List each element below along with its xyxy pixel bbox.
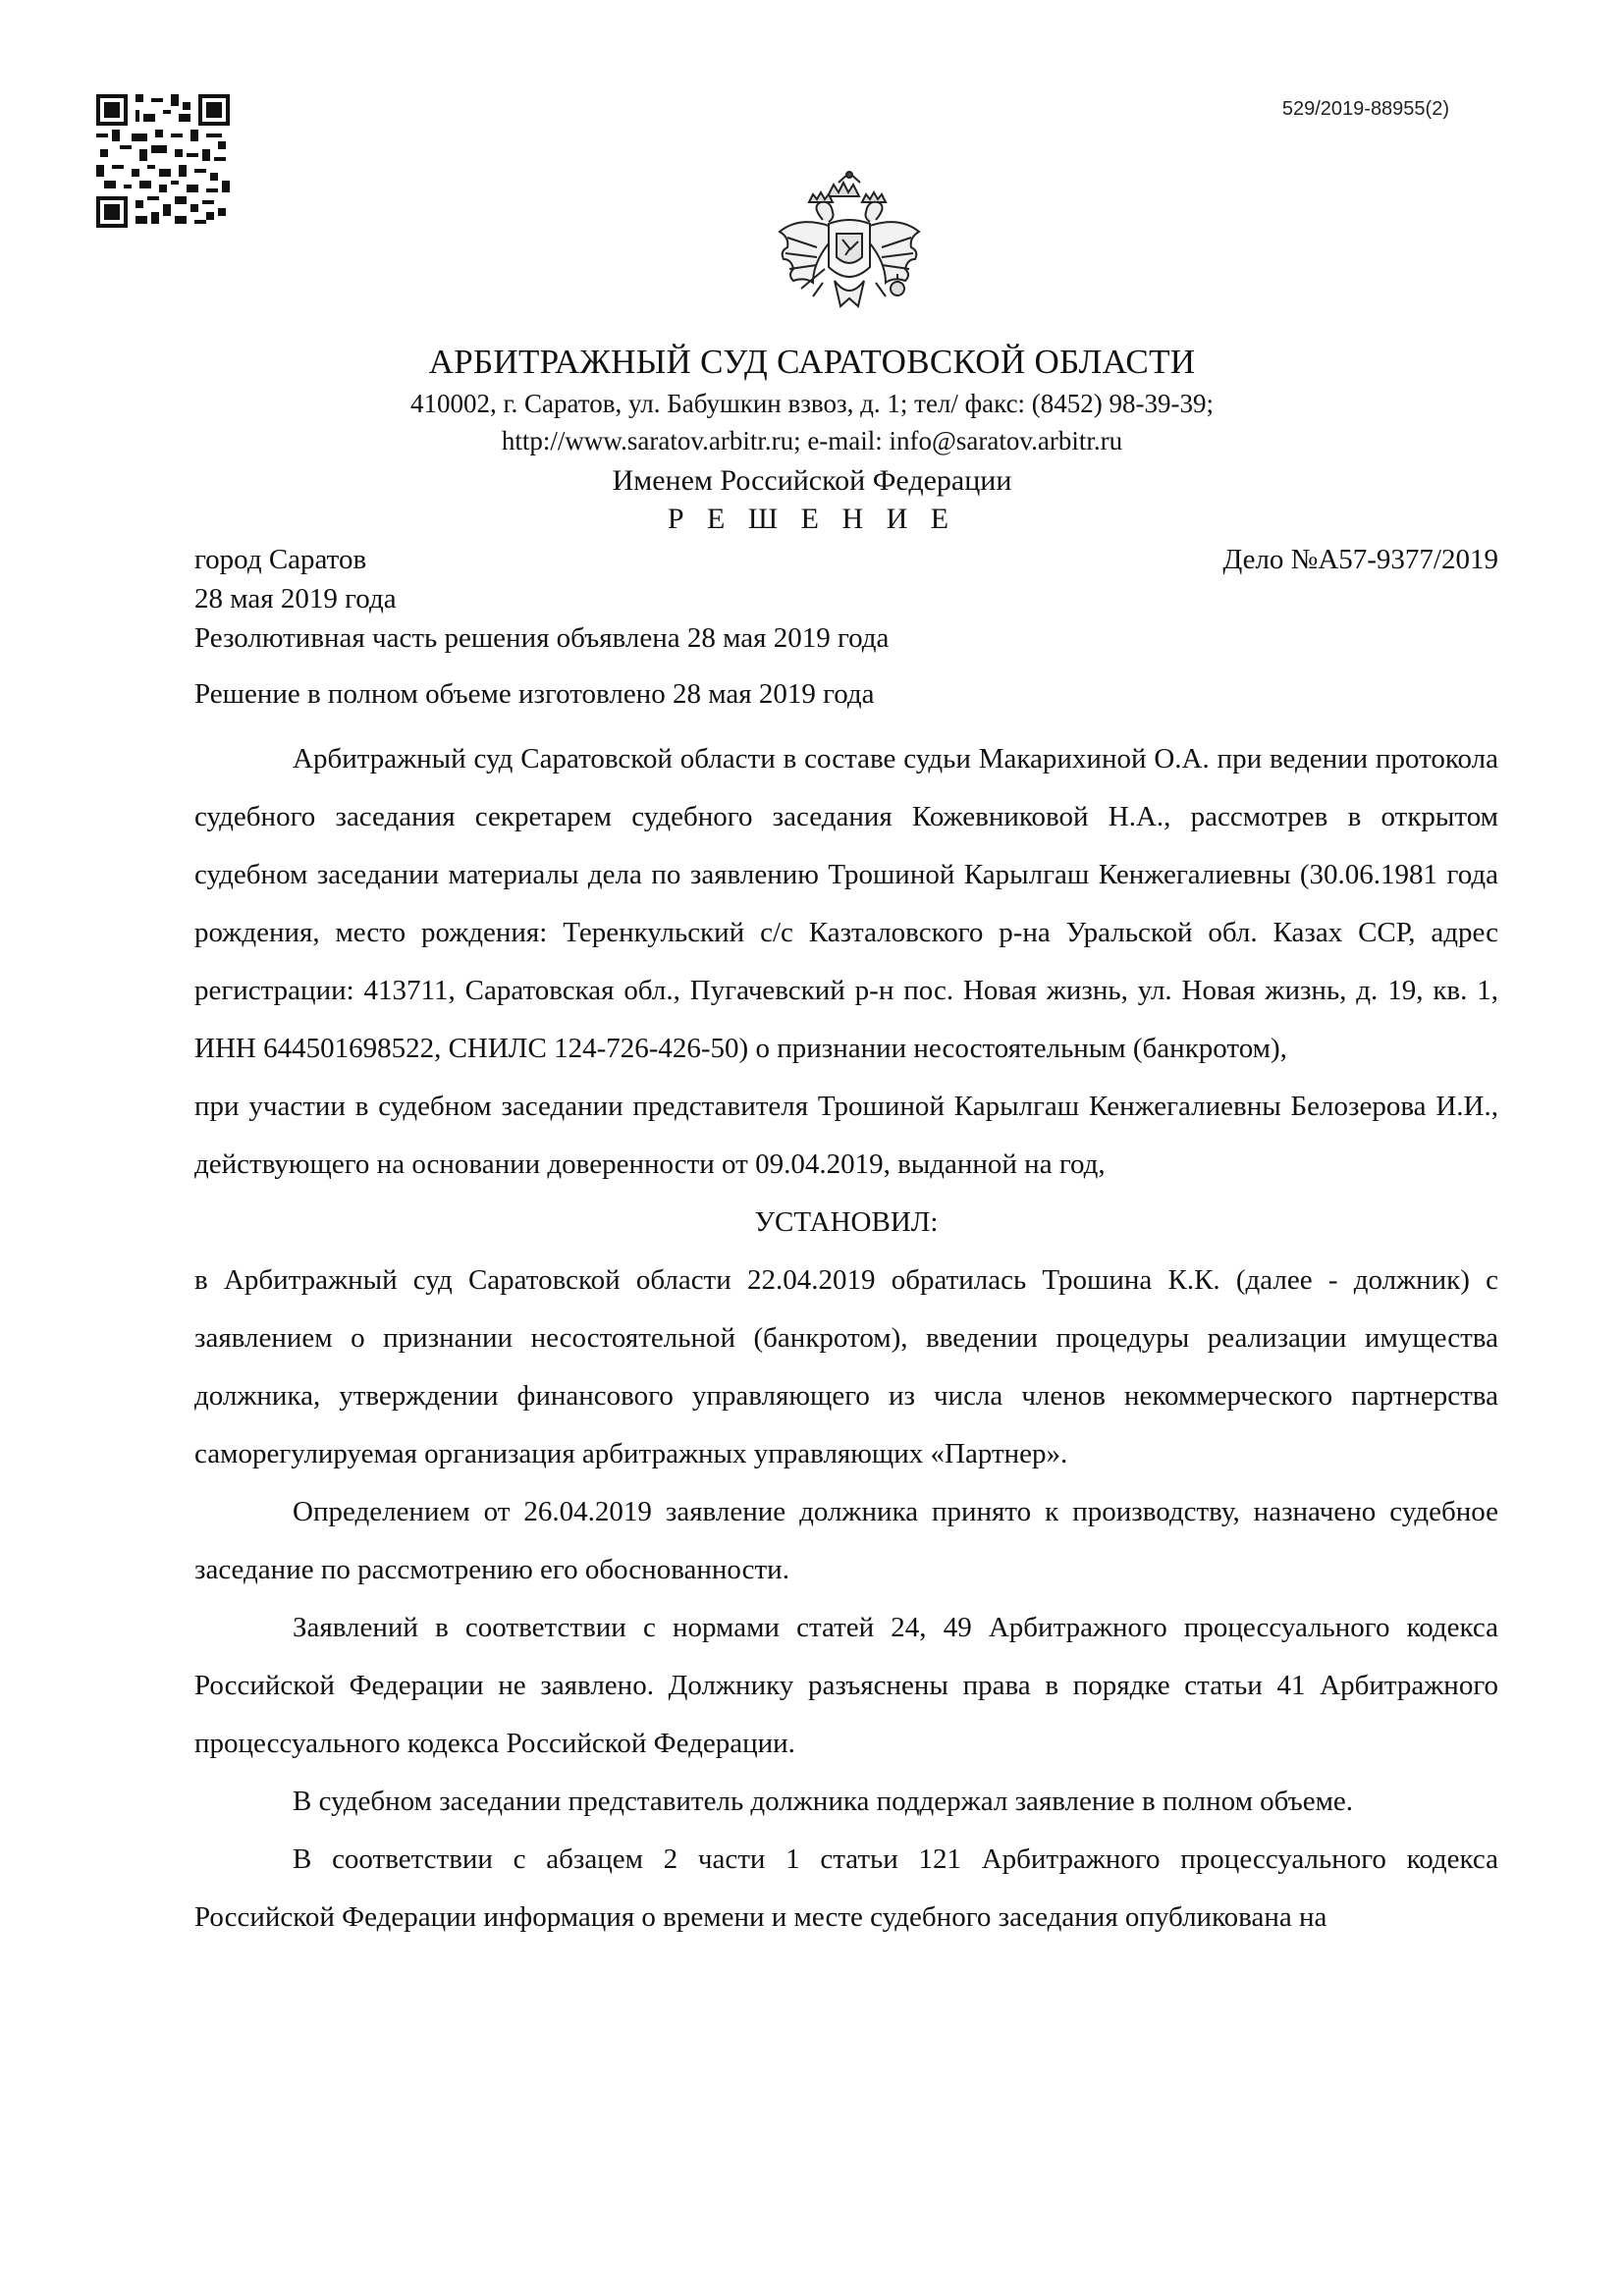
court-web-email: http://www.saratov.arbitr.ru; e-mail: info@saratov.arbitr.ru — [501, 426, 1123, 455]
city: город Саратов — [194, 544, 367, 575]
paragraph-publication: В соответствии с абзацем 2 части 1 статьи 121 Арбитражного процессуального кодекса Российской Федерации информация о времени и месте судебного заседания опубликована на — [194, 1843, 1498, 1933]
court-address: 410002, г. Саратов, ул. Бабушкин взвоз, д. 1; тел/ факс: (8452) 98-39-39; — [409, 389, 1215, 418]
case-number: Дело №А57-9377/2019 — [1222, 544, 1498, 575]
paragraph-participants: при участии в судебном заседании представителя Трошиной Карылгаш Кенжегалиевны Белозерова И.И., действующего на основании доверенности от 09.04.2019, выданной на год, — [194, 1091, 1498, 1180]
decision-title: Р Е Ш Е Н И Е — [667, 503, 957, 535]
russian-coat-of-arms-icon — [774, 169, 925, 326]
operative-part-date: Резолютивная часть решения объявлена 28 мая 2019 года — [194, 622, 890, 654]
paragraph-court-composition: Арбитражный суд Саратовской области в составе судьи Макарихиной О.А. при ведении протокола судебного заседания секретарем судебного заседания Кожевниковой Н.А., рассмотрев в открытом судебном заседании материалы дела по заявлению Трошиной Карылгаш Кенжегалиевны (30.06.1981 года рождения, место рождения: Теренкульский с/с Казталовского р-на Уральской обл. Казах ССР, адрес регистрации: 413711, Саратовская обл., Пугачевский р-н пос. Новая жизнь, ул. Новая жизнь, д. 19, кв. 1, ИНН 644501698522, СНИЛС 124-726-426-50) о признании несостоятельным (банкротом), — [194, 743, 1498, 1064]
paragraph-statements: Заявлений в соответствии с нормами статей 24, 49 Арбитражного процессуального кодекса Российской Федерации не заявлено. Должнику разъяснены права в порядке статьи 41 Арбитражного процессуального кодекса Российской Федерации. — [194, 1612, 1498, 1759]
decision-body — [194, 730, 1498, 1947]
court-name: АРБИТРАЖНЫЙ СУД САРАТОВСКОЙ ОБЛАСТИ — [428, 343, 1196, 381]
document-number: 529/2019-88955(2) — [1281, 98, 1449, 120]
case-meta — [194, 540, 1498, 714]
court-header — [0, 340, 1624, 538]
qr-code-icon — [96, 94, 230, 228]
paragraph-acceptance: Определением от 26.04.2019 заявление должника принято к производству, назначено судебное заседание по рассмотрению его обоснованности. — [194, 1496, 1498, 1585]
paragraph-application: в Арбитражный суд Саратовской области 22.04.2019 обратилась Трошина К.К. (далее - должник) с заявлением о признании несостоятельной (банкротом), введении процедуры реализации имущества должника, утверждении финансового управляющего из числа членов некоммерческого партнерства саморегулируемая организация арбитражных управляющих «Партнер». — [194, 1264, 1498, 1469]
section-heading-established: УСТАНОВИЛ: — [754, 1206, 939, 1238]
decision-date: 28 мая 2019 года — [194, 583, 397, 614]
full-text-date: Решение в полном объеме изготовлено 28 мая 2019 года — [194, 678, 875, 710]
paragraph-representative: В судебном заседании представитель должника поддержал заявление в полном объеме. — [293, 1786, 1354, 1817]
in-name-of-federation: Именем Российской Федерации — [612, 464, 1012, 497]
